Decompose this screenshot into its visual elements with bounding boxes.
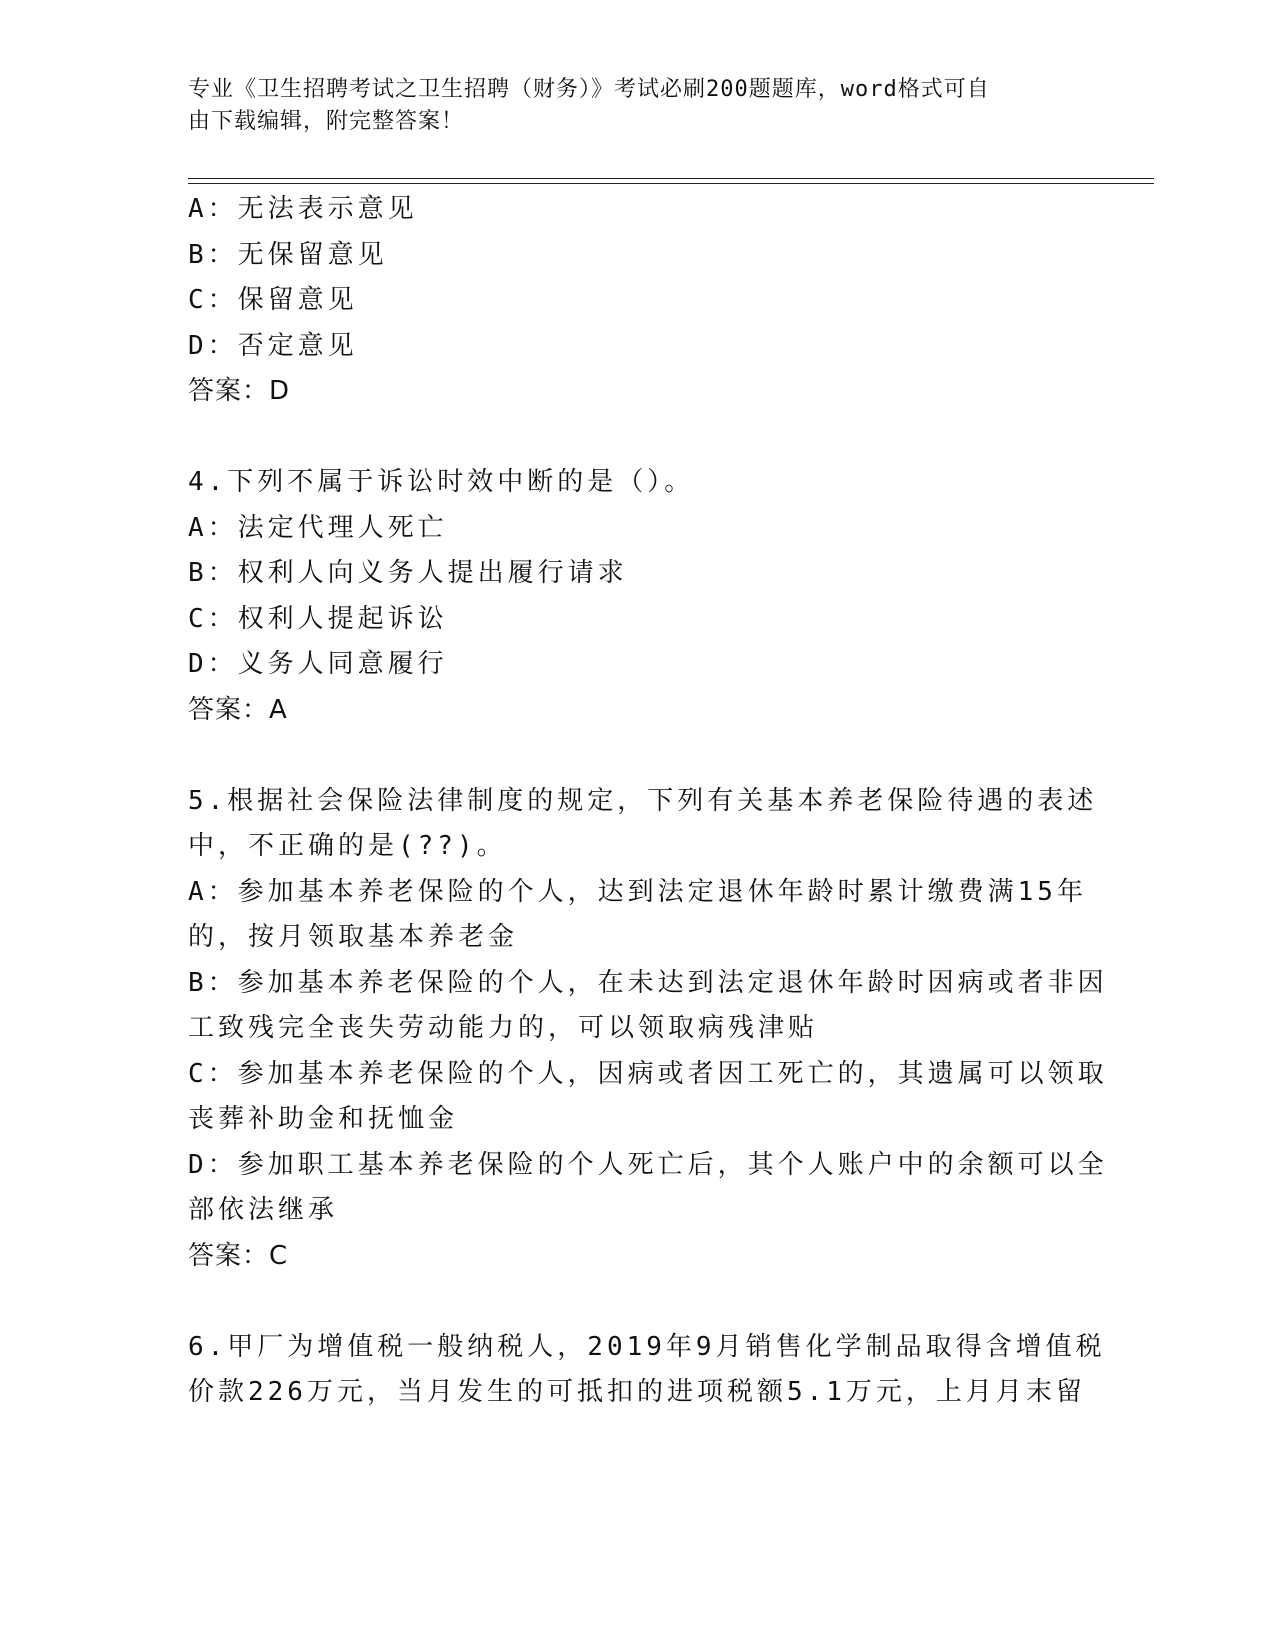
- question-6-block: [188, 1325, 1106, 1416]
- q5-stem-line-2: 中，不正确的是(??)。: [188, 831, 507, 861]
- header-line-1: 专业《卫生招聘考试之卫生招聘（财务）》考试必刷200题题库，word格式可自: [188, 77, 990, 102]
- document-header: [188, 74, 1068, 138]
- q5-option-d-line-2: 部依法继承: [188, 1195, 339, 1225]
- q5-option-c-line-2: 丧葬补助金和抚恤金: [188, 1104, 459, 1134]
- q5-option-c-line-1: C：参加基本养老保险的个人，因病或者因工死亡的，其遗属可以领取: [188, 1058, 1108, 1089]
- spacer: [188, 733, 1068, 779]
- q5-option-a-line-2: 的，按月领取基本养老金: [188, 922, 519, 952]
- spacer: [188, 415, 1068, 461]
- header-line-2: 由下载编辑，附完整答案！: [188, 109, 465, 134]
- q6-stem-line-1: 6.甲厂为增值税一般纳税人，2019年9月销售化学制品取得含增值税: [188, 1331, 1106, 1362]
- q3-option-c: C：保留意见: [188, 285, 358, 315]
- q4-answer: 答案：A: [188, 694, 288, 725]
- q3-answer: 答案：D: [188, 376, 291, 406]
- question-content: [188, 187, 1108, 1416]
- q4-option-c: C：权利人提起诉讼: [188, 603, 448, 634]
- q3-option-a: A：无法表示意见: [188, 194, 418, 224]
- q5-stem-line-1: 5.根据社会保险法律制度的规定，下列有关基本养老保险待遇的表述: [188, 785, 1098, 816]
- q5-answer: 答案：C: [188, 1240, 289, 1271]
- q3-option-b: B：无保留意见: [188, 239, 388, 270]
- q4-option-a: A：法定代理人死亡: [188, 512, 448, 543]
- header-divider-top: [188, 178, 1154, 179]
- q5-option-b-line-1: B：参加基本养老保险的个人，在未达到法定退休年龄时因病或者非因: [188, 967, 1108, 998]
- question-5-block: [188, 779, 1108, 1280]
- q4-stem: 4.下列不属于诉讼时效中断的是（）。: [188, 467, 695, 497]
- q6-stem-line-2: 价款226万元，当月发生的可抵扣的进项税额5.1万元，上月月末留: [188, 1377, 1086, 1407]
- q3-option-d: D：否定意见: [188, 330, 358, 361]
- q5-option-a-line-1: A：参加基本养老保险的个人，达到法定退休年龄时累计缴费满15年: [188, 876, 1087, 907]
- question-4-block: [188, 460, 1068, 733]
- question-3-block: [188, 187, 1068, 415]
- q4-option-d: D：义务人同意履行: [188, 649, 448, 679]
- q5-option-d-line-1: D：参加职工基本养老保险的个人死亡后，其个人账户中的余额可以全: [188, 1149, 1108, 1180]
- header-divider-bottom: [188, 183, 1154, 184]
- q5-option-b-line-2: 工致残完全丧失劳动能力的，可以领取病残津贴: [188, 1013, 819, 1043]
- q4-option-b: B：权利人向义务人提出履行请求: [188, 558, 628, 588]
- spacer: [188, 1279, 1068, 1325]
